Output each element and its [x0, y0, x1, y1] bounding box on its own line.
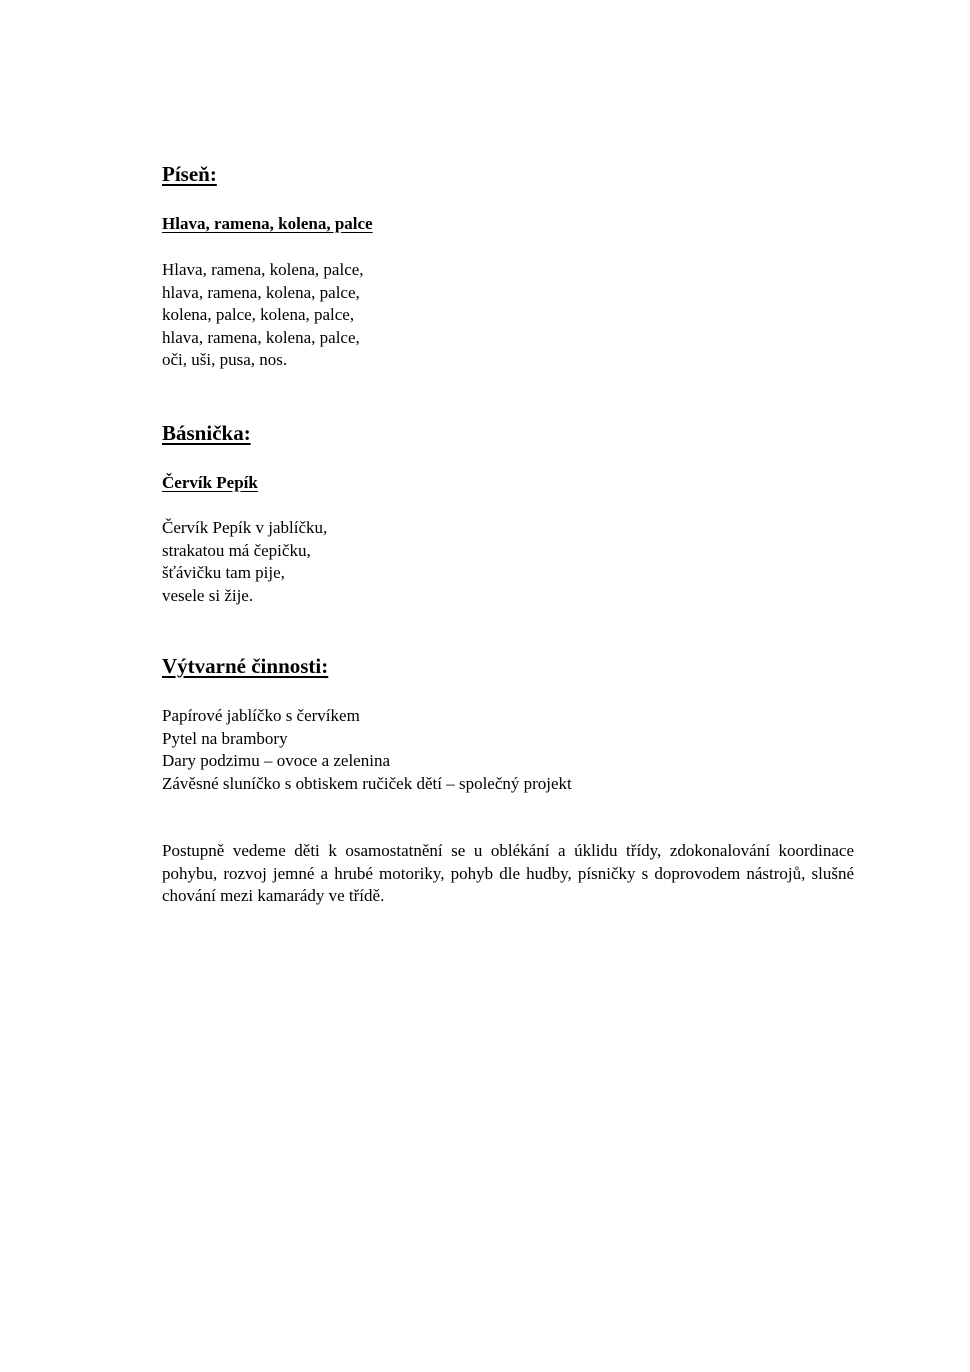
song-title: Hlava, ramena, kolena, palce [162, 214, 373, 233]
poem-line: šťávičku tam pije, [162, 563, 285, 582]
art-activity-item: Dary podzimu – ovoce a zelenina [162, 751, 390, 770]
song-line: Hlava, ramena, kolena, palce, [162, 260, 364, 279]
song-heading: Píseň: [162, 162, 217, 186]
art-heading: Výtvarné činnosti: [162, 654, 329, 678]
song-line: oči, uši, pusa, nos. [162, 350, 288, 369]
art-activity-list [162, 705, 572, 795]
art-activity-item: Pytel na brambory [162, 728, 288, 748]
poem-title: Červík Pepík [162, 473, 258, 492]
poem-line: strakatou má čepičku, [162, 540, 311, 560]
art-activity-item: Závěsné sluníčko s obtiskem ručiček dětí – společný projekt [162, 773, 572, 793]
song-lyrics [162, 259, 364, 372]
song-line: kolena, palce, kolena, palce, [162, 305, 355, 324]
poem-verses [162, 517, 327, 607]
song-line: hlava, ramena, kolena, palce, [162, 282, 360, 302]
poem-line: Červík Pepík v jablíčku, [162, 518, 328, 537]
art-activity-item: Papírové jablíčko s červíkem [162, 706, 360, 725]
poem-heading: Básnička: [162, 421, 251, 445]
song-line: hlava, ramena, kolena, palce, [162, 327, 360, 347]
poem-line: vesele si žije. [162, 585, 254, 605]
summary-paragraph: Postupně vedeme děti k osamostatnění se u oblékání a úklidu třídy, zdokonalování koordinace pohybu, rozvoj jemné a hrubé motoriky, pohyb dle hudby, písničky s doprovodem nástrojů, slušné chování mezi kamarády ve třídě. [162, 841, 854, 905]
